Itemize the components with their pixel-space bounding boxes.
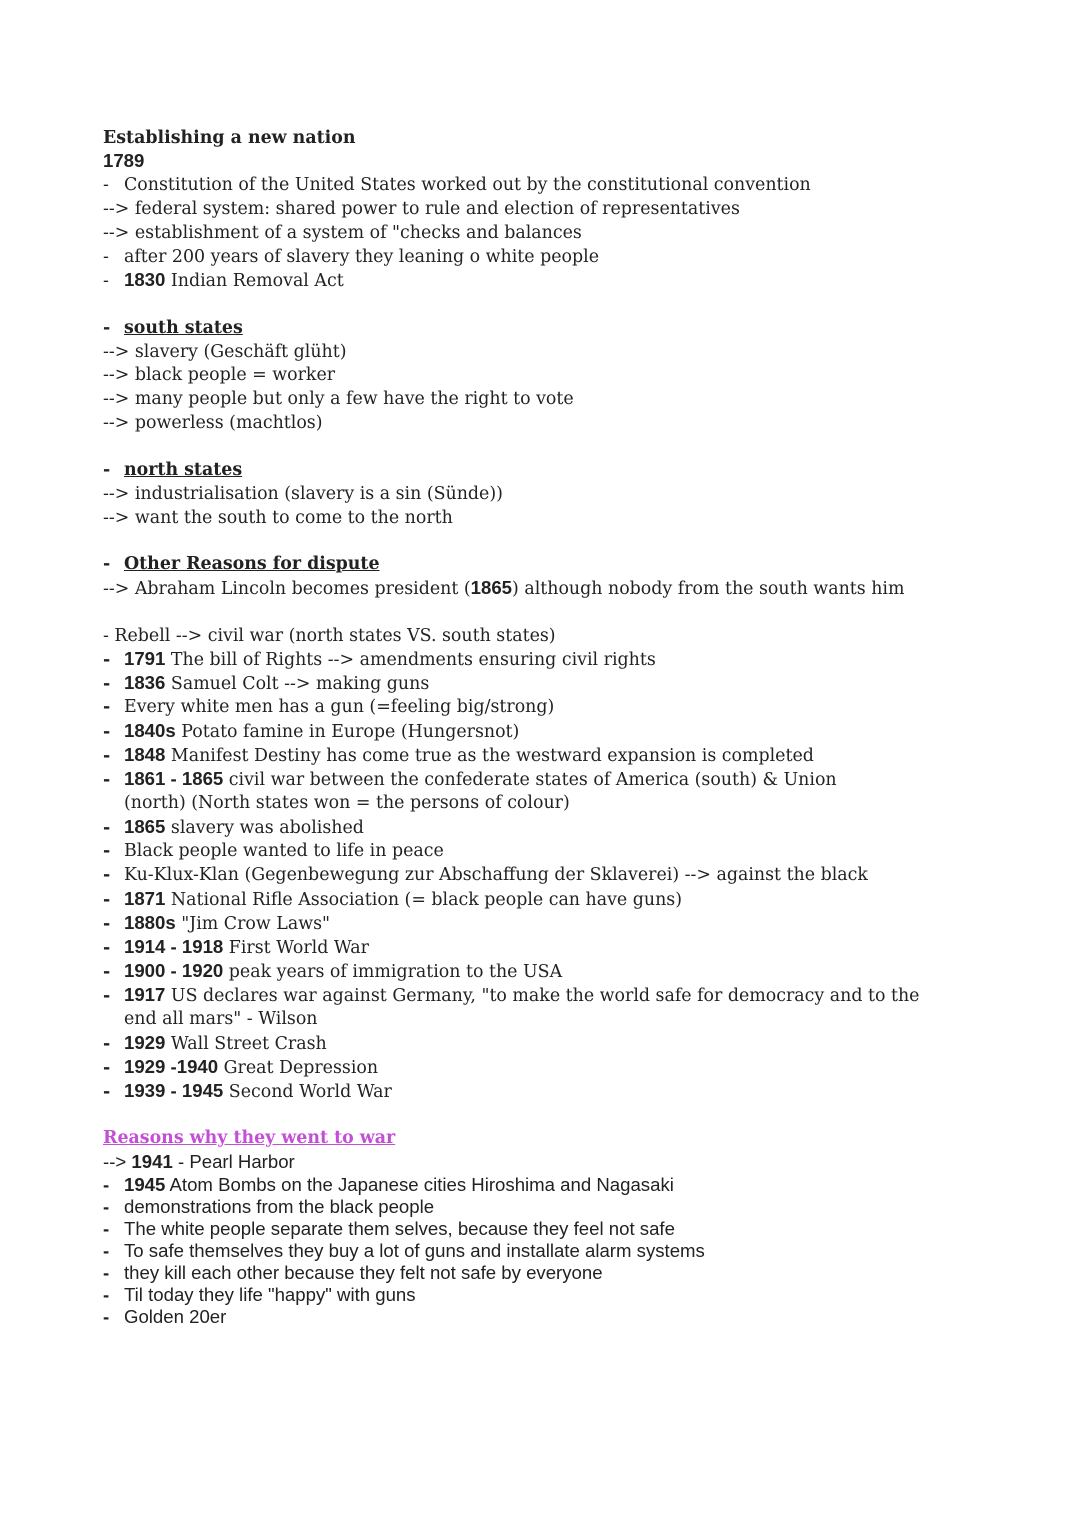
list-item: - they kill each other because they felt not safe by everyone <box>103 1262 603 1283</box>
list-item: - To safe themselves they buy a lot of guns and installate alarm systems <box>103 1240 705 1261</box>
list-item: - 1945 Atom Bombs on the Japanese cities Hiroshima and Nagasaki <box>103 1174 674 1195</box>
list-item: - 1880s "Jim Crow Laws" <box>103 912 331 934</box>
list-item: - after 200 years of slavery they leaning o white people <box>103 247 599 267</box>
list-item: - 1830 Indian Removal Act <box>103 269 344 291</box>
list-item: --> black people = worker <box>103 365 336 385</box>
list-item: - Til today they life "happy" with guns <box>103 1284 416 1305</box>
section-title: Establishing a new nation <box>103 128 356 148</box>
list-item: --> want the south to come to the north <box>103 508 453 528</box>
list-item: - 1917 US declares war against Germany, "to make the world safe for democracy and to the <box>103 984 920 1006</box>
list-item: --> slavery (Geschäft glüht) <box>103 342 347 362</box>
list-item: --> Abraham Lincoln becomes president (1865) although nobody from the south wants him <box>103 577 905 599</box>
list-item: end all mars" - Wilson <box>124 1009 318 1029</box>
list-item: - demonstrations from the black people <box>103 1196 435 1217</box>
north-heading: - north states <box>103 460 243 480</box>
section-year: 1789 <box>103 150 145 171</box>
list-item: - 1914 - 1918 First World War <box>103 936 369 958</box>
list-item: - 1848 Manifest Destiny has come true as the westward expansion is completed <box>103 744 814 766</box>
south-heading: - south states <box>103 318 243 338</box>
list-item: - 1865 slavery was abolished <box>103 816 364 838</box>
list-item: - 1939 - 1945 Second World War <box>103 1080 392 1102</box>
list-item: (north) (North states won = the persons of colour) <box>124 793 570 813</box>
list-item: --> 1941 - Pearl Harbor <box>103 1151 295 1172</box>
list-item: - Every white men has a gun (=feeling big/strong) <box>103 697 555 717</box>
list-item: - 1861 - 1865 civil war between the confederate states of America (south) & Union <box>103 768 837 790</box>
list-item: - 1836 Samuel Colt --> making guns <box>103 672 430 694</box>
list-item: - 1900 - 1920 peak years of immigration to the USA <box>103 960 563 982</box>
timeline-intro: - Rebell --> civil war (north states VS. south states) <box>103 626 556 646</box>
list-item: - The white people separate them selves, because they feel not safe <box>103 1218 675 1239</box>
list-item: --> many people but only a few have the right to vote <box>103 389 574 409</box>
list-item: - 1929 Wall Street Crash <box>103 1032 327 1054</box>
list-item: - 1929 -1940 Great Depression <box>103 1056 379 1078</box>
list-item: - Constitution of the United States worked out by the constitutional convention <box>103 175 811 195</box>
list-item: --> industrialisation (slavery is a sin (Sünde)) <box>103 484 503 504</box>
list-item: - 1791 The bill of Rights --> amendments ensuring civil rights <box>103 648 656 670</box>
list-item: --> federal system: shared power to rule and election of representatives <box>103 199 740 219</box>
list-item: --> powerless (machtlos) <box>103 413 323 433</box>
list-item: - 1840s Potato famine in Europe (Hungersnot) <box>103 720 520 742</box>
list-item: - 1871 National Rifle Association (= black people can have guns) <box>103 888 682 910</box>
list-item: --> establishment of a system of "checks and balances <box>103 223 582 243</box>
war-heading: Reasons why they went to war <box>103 1128 396 1148</box>
list-item: - Golden 20er <box>103 1306 227 1327</box>
list-item: - Ku-Klux-Klan (Gegenbewegung zur Abschaffung der Sklaverei) --> against the black <box>103 865 868 885</box>
other-heading: - Other Reasons for dispute <box>103 554 380 574</box>
list-item: - Black people wanted to life in peace <box>103 841 444 861</box>
